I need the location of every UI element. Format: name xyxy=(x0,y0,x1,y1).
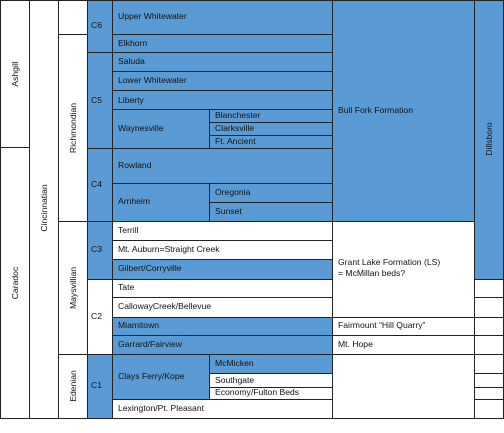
unit-sunset-label: Sunset xyxy=(215,206,242,216)
unit-oregonia-label: Oregonia xyxy=(215,187,251,197)
substage-top-empty xyxy=(58,0,88,35)
unit-ft-ancient-label: Ft. Ancient xyxy=(215,136,256,146)
formation-bull-fork-label: Bull Fork Formation xyxy=(338,105,413,115)
unit-upper-whitewater-label: Upper Whitewater xyxy=(118,11,187,21)
substage-maysvillian-label: Maysvillian xyxy=(68,266,78,310)
unit-elkhorn-label: Elkhorn xyxy=(118,38,148,48)
unit-liberty-label: Liberty xyxy=(118,95,144,105)
formation-fairmount-label: Fairmount “Hill Quarry” xyxy=(338,320,426,330)
formation-grant-lake-label: Grant Lake Formation (LS) xyxy=(338,257,441,267)
dillsboro-row-garrard xyxy=(474,335,504,355)
formation-lower-empty xyxy=(332,354,475,419)
unit-rowland-label: Rowland xyxy=(118,160,152,170)
sequence-c6-label: C6 xyxy=(91,20,102,30)
sequence-c1-label: C1 xyxy=(91,380,102,390)
formation-grant-lake-note: = McMillan beds? xyxy=(338,268,406,278)
unit-arnheim-label: Arnheim xyxy=(118,196,150,206)
stage-cincinnatian-label: Cincinnatian xyxy=(39,184,49,232)
series-ashgill-label: Ashgill xyxy=(10,61,20,87)
unit-lower-whitewater-label: Lower Whitewater xyxy=(118,75,187,85)
dillsboro-row-mcmicken xyxy=(474,354,504,374)
unit-gilbert-label: Gilbert/Corryville xyxy=(118,263,182,273)
sequence-c5-label: C5 xyxy=(91,95,102,105)
unit-liberty xyxy=(112,90,333,110)
dillsboro-row-lexington xyxy=(474,399,504,419)
unit-calloway-label: CallowayCreek/Bellevue xyxy=(118,301,212,311)
unit-clarksville-label: Clarksville xyxy=(215,123,255,133)
unit-saluda-label: Saluda xyxy=(118,56,145,66)
dillsboro-row-calloway xyxy=(474,297,504,318)
sequence-c3-label: C3 xyxy=(91,244,102,254)
unit-tate-label: Tate xyxy=(118,282,135,292)
dillsboro-row-southgate xyxy=(474,373,504,388)
unit-terrill xyxy=(112,221,333,241)
unit-tate xyxy=(112,279,333,298)
unit-garrard-label: Garrard/Fairview xyxy=(118,339,182,349)
unit-blanchester-label: Blanchester xyxy=(215,110,261,120)
unit-terrill-label: Terrill xyxy=(118,225,139,235)
sequence-c2-label: C2 xyxy=(91,311,102,321)
unit-clays-ferry-label: Clays Ferry/Kope xyxy=(118,371,185,381)
unit-lexington-label: Lexington/Pt. Pleasant xyxy=(118,403,204,413)
dillsboro-row-tate xyxy=(474,279,504,298)
unit-waynesville-label: Waynesville xyxy=(118,123,164,133)
unit-mcmicken-label: McMicken xyxy=(215,358,254,368)
unit-southgate-label: Southgate xyxy=(215,375,255,385)
unit-economy-label: Economy/Fulton Beds xyxy=(215,387,300,397)
substage-richmondian-label: Richmondian xyxy=(68,102,78,154)
unit-mt-auburn-label: Mt. Auburn=Straight Creek xyxy=(118,244,220,254)
unit-miamitown-label: Miamitown xyxy=(118,320,160,330)
substage-edenian-label: Edenian xyxy=(68,370,78,402)
formation-dillsboro-label: Dillsboro xyxy=(484,122,494,156)
unit-saluda xyxy=(112,52,333,72)
dillsboro-row-miamitown xyxy=(474,317,504,336)
sequence-c4-label: C4 xyxy=(91,179,102,189)
series-caradoc-label: Caradoc xyxy=(10,266,20,300)
formation-mt-hope-label: Mt. Hope xyxy=(338,339,373,349)
